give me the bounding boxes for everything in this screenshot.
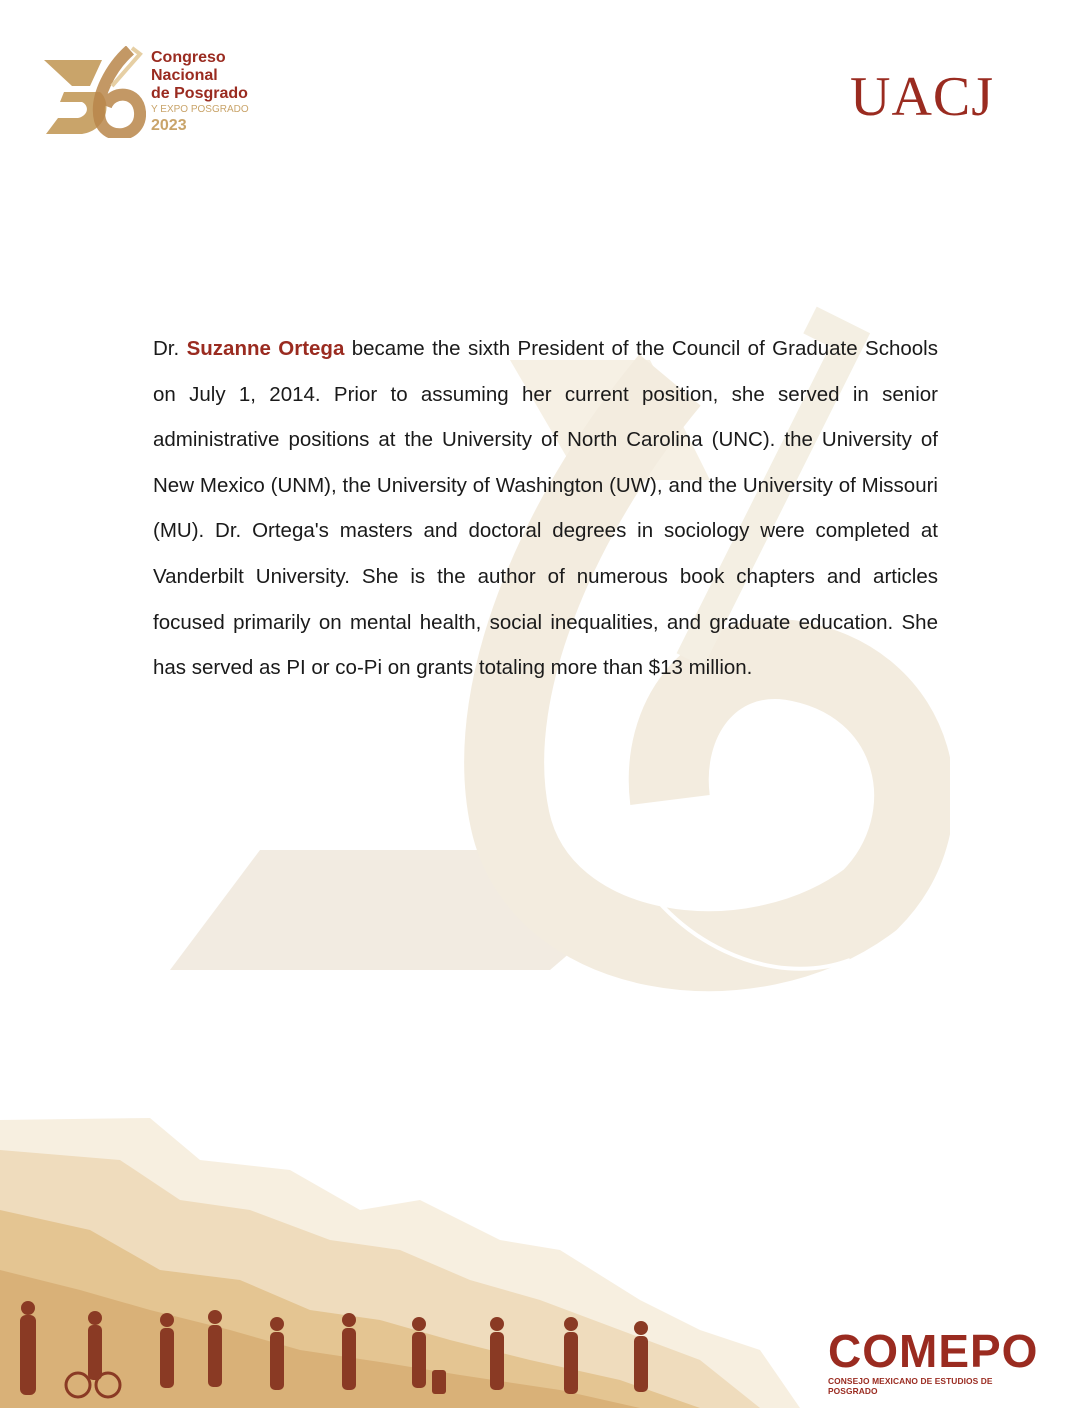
- bio-name: Suzanne Ortega: [186, 337, 345, 360]
- congreso-year: 2023: [151, 117, 187, 134]
- congreso-line1: Congreso: [151, 49, 226, 66]
- bio-prefix: Dr.: [153, 337, 187, 360]
- comepo-subtitle: CONSEJO MEXICANO DE ESTUDIOS DE POSGRADO: [828, 1376, 993, 1396]
- congreso-logo: [40, 44, 270, 144]
- comepo-logo: [828, 1325, 1039, 1396]
- bio-paragraph: [153, 326, 938, 691]
- bio-text: became the sixth President of the Council of Graduate Schools on July 1, 2014. Prior to assuming her current position, she served in senior administrative positions at the University of North Carolina (UNC). the University of New Mexico (UNM), the University of Washington (UW), and the University of Missouri (MU). Dr. Ortega's masters and doctoral degrees in sociology were completed at Vanderbilt University. She is the author of numerous book chapters and articles focused primarily on mental health, social inequalities, and graduate education. She has served as PI or co-Pi on grants totaling more than $13 million.: [153, 337, 938, 680]
- uacj-logo: UACJ: [850, 66, 995, 128]
- congreso-line3: de Posgrado: [151, 85, 248, 102]
- congreso-line2: Nacional: [151, 67, 218, 84]
- 36-emblem-icon: [42, 46, 146, 138]
- congreso-expo: Y EXPO POSGRADO: [151, 104, 249, 115]
- comepo-title: COMEPO: [828, 1325, 1039, 1377]
